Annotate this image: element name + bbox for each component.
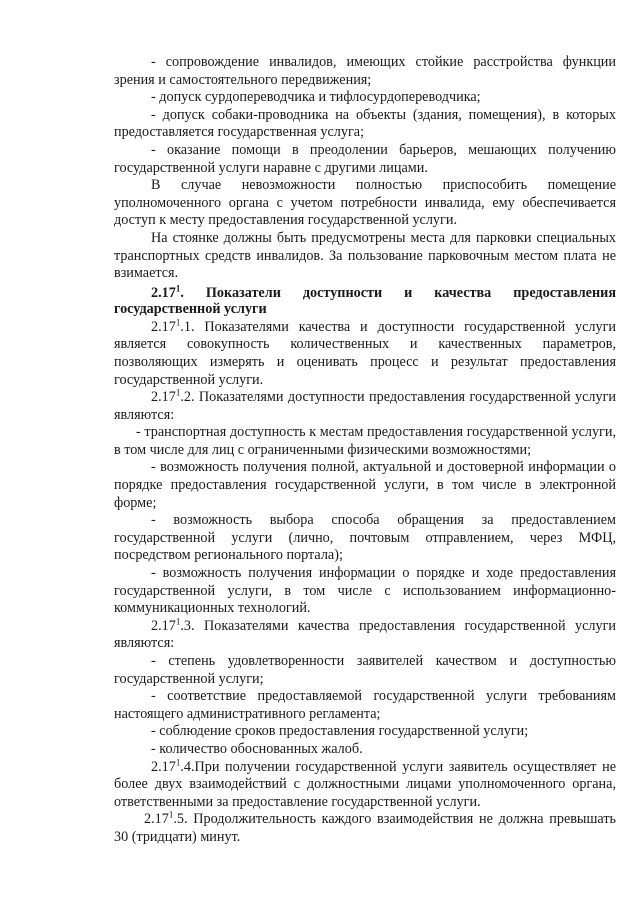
item-2-17-1-2: 2.17$^1$.2. Показателями доступности предоставления государственной услуги являются:	[114, 387, 616, 423]
paragraph-interpreter: - допуск сурдопереводчика и тифлосурдопереводчика;	[151, 89, 481, 106]
item-2-17-1-3: 2.17$^1$.3. Показателями качества предоставления государственной услуги являются:	[114, 616, 616, 652]
item-2-17-1-5: 2.17$^1$.5. Продолжительность каждого взаимодействия не должна превышать 30 (тридцати) минут.	[114, 809, 616, 845]
access-bullet-status-info: - возможность получения информации о порядке и ходе предоставления государственной услуги, в том числе с использованием информационно-коммуникационных технологий.	[114, 565, 616, 617]
section-number: 2.17	[151, 284, 176, 301]
paragraph-assistance: - оказание помощи в преодолении барьеров, мешающих получению государственной услуги наравне с другими лицами.	[114, 141, 616, 176]
quality-bullet-compliance: - соответствие предоставляемой государственной услуги требованиям настоящего административного регламента;	[114, 688, 616, 722]
item-2-17-1-4: 2.17$^1$.4.При получении государственной услуги заявитель осуществляет не более двух взаимодействий с должностными лицами уполномоченного органа, ответственными за предоставление государственной услуги.	[114, 756, 616, 810]
section-heading-line2: государственной услуги	[114, 300, 267, 317]
access-bullet-transport: - транспортная доступность к местам предоставления государственной услуги, в том числе для лиц с ограниченными физическими возможностями;	[114, 424, 616, 458]
access-bullet-method: - возможность выбора способа обращения за предоставлением государственной услуги (лично, почтовым отправлением, через МФЦ, посредством регионального портала);	[114, 512, 616, 564]
section-title-line1: . Показатели доступности и качества предоставления	[180, 284, 616, 301]
paragraph-parking: На стоянке должны быть предусмотрены места для парковки специальных транспортных средств инвалидов. За пользование парковочным местом плата не взимается.	[114, 229, 616, 282]
document-body	[114, 54, 616, 847]
section-heading	[114, 282, 616, 301]
access-bullet-information: - возможность получения полной, актуальной и достоверной информации о порядке предоставления государственной услуги, в том числе в электронной форме;	[114, 459, 616, 511]
quality-bullet-satisfaction: - степень удовлетворенности заявителей качеством и доступностью государственной услуги;	[114, 653, 616, 687]
paragraph-access: В случае невозможности полностью приспособить помещение уполномоченного органа с учетом потребности инвалида, ему обеспечивается доступ к месту предоставления государственной услуги.	[114, 177, 616, 229]
paragraph-guide-dog: - допуск собаки-проводника на объекты (здания, помещения), в которых предоставляется государственная услуга;	[114, 106, 616, 141]
section-number-sup: 1	[175, 282, 181, 293]
item-2-17-1-1: 2.17$^1$.1. Показателями качества и доступности государственной услуги является совокупность количественных и качественных параметров, позволяющих измерять и оценивать процесс и результат предоставления государственной услуги.	[114, 316, 616, 388]
paragraph-escort: - сопровождение инвалидов, имеющих стойкие расстройства функции зрения и самостоятельного передвижения;	[114, 54, 616, 88]
quality-bullet-deadlines: - соблюдение сроков предоставления государственной услуги;	[151, 723, 529, 740]
quality-bullet-complaints: - количество обоснованных жалоб.	[151, 740, 363, 757]
